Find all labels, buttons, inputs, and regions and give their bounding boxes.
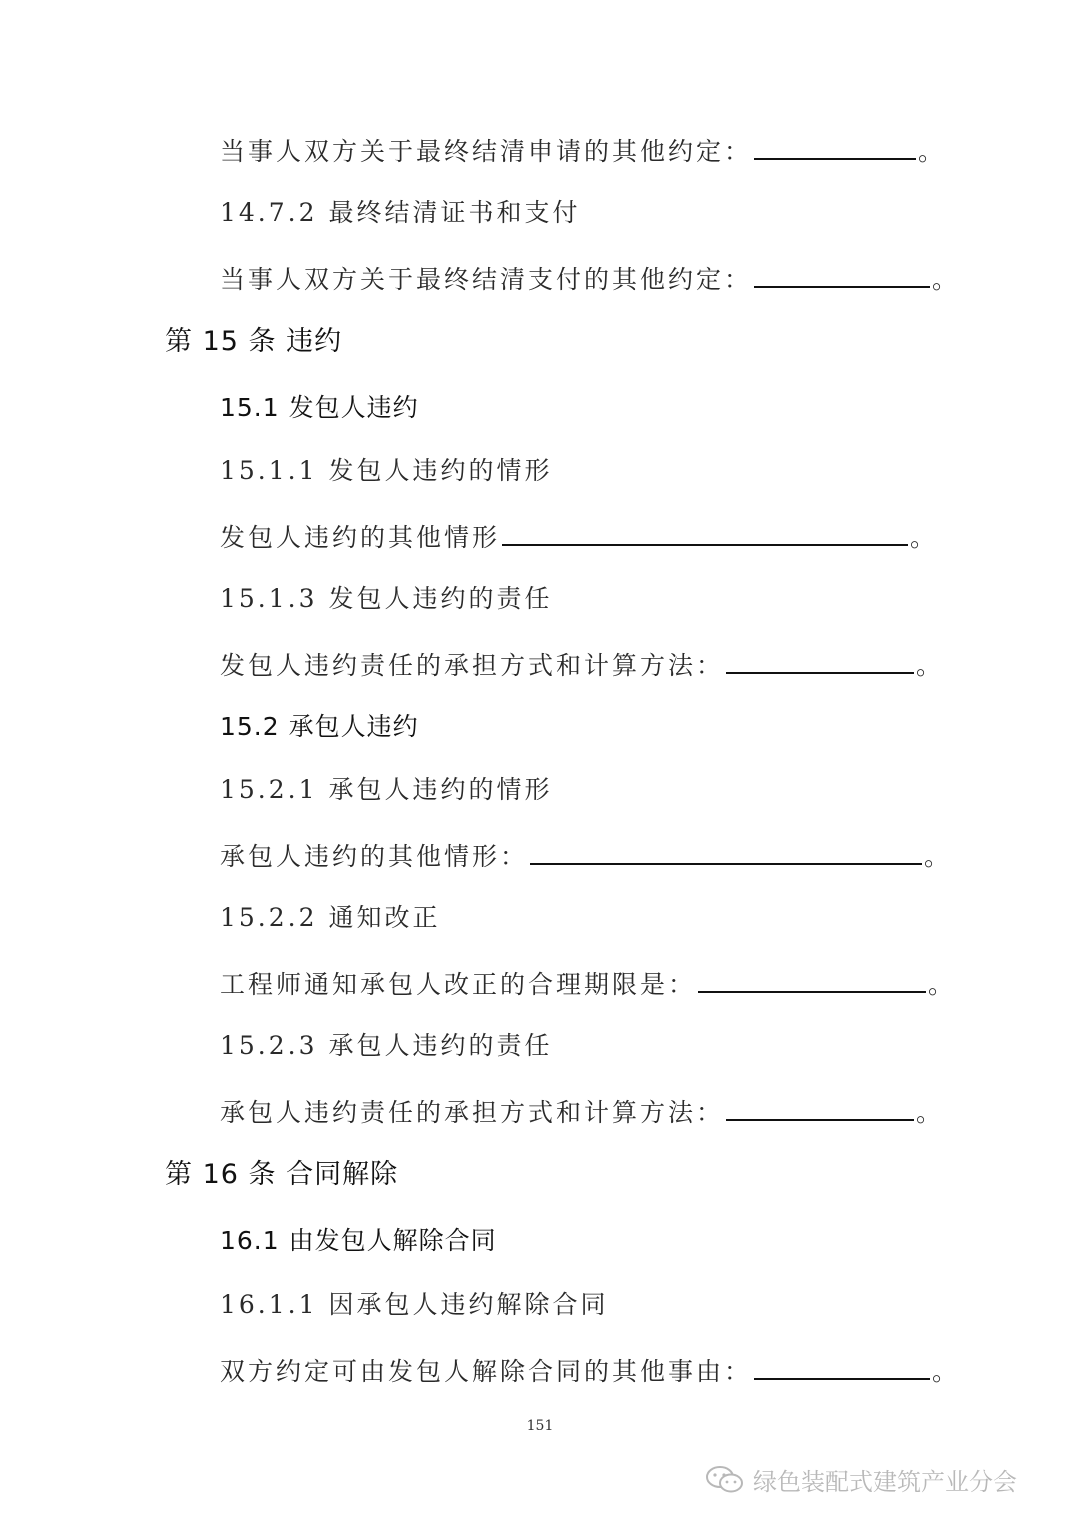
clause-15-2-2-heading: 15.2.2 通知改正 <box>220 903 441 932</box>
line-label: 当事人双方关于最终结清支付的其他约定： <box>220 265 753 294</box>
fill-blank[interactable] <box>502 522 908 546</box>
final-settlement-payment-other-terms: 当事人双方关于最终结清支付的其他约定： 。 <box>220 265 961 294</box>
fill-blank[interactable] <box>754 1356 930 1380</box>
page-number: 151 <box>526 1418 554 1434</box>
fill-blank[interactable] <box>754 136 916 160</box>
clause-15-2-1-heading: 15.2.1 承包人违约的情形 <box>220 775 553 804</box>
article-16-heading: 第 16 条 合同解除 <box>165 1159 399 1190</box>
fill-blank[interactable] <box>698 969 926 993</box>
final-settlement-application-other-terms: 当事人双方关于最终结清申请的其他约定： 。 <box>220 137 947 166</box>
fill-blank[interactable] <box>726 1097 914 1121</box>
line-label: 发包人违约的其他情形 <box>220 523 501 552</box>
fill-blank[interactable] <box>530 841 922 865</box>
section-15-2-heading: 15.2 承包人违约 <box>220 712 419 741</box>
clause-14-7-2-heading: 14.7.2 最终结清证书和支付 <box>220 198 581 227</box>
fill-blank[interactable] <box>754 264 930 288</box>
article-15-heading: 第 15 条 违约 <box>165 326 343 357</box>
contractor-breach-other-circumstances: 承包人违约的其他情形： 。 <box>220 842 953 871</box>
contractor-breach-liability-method: 承包人违约责任的承担方式和计算方法： 。 <box>220 1098 945 1127</box>
line-label: 工程师通知承包人改正的合理期限是： <box>220 970 697 999</box>
section-15-1-heading: 15.1 发包人违约 <box>220 393 419 422</box>
clause-15-1-3-heading: 15.1.3 发包人违约的责任 <box>220 584 553 613</box>
line-label: 发包人违约责任的承担方式和计算方法： <box>220 651 725 680</box>
section-16-1-heading: 16.1 由发包人解除合同 <box>220 1226 497 1255</box>
employer-termination-other-reasons: 双方约定可由发包人解除合同的其他事由： 。 <box>220 1357 961 1386</box>
clause-15-2-3-heading: 15.2.3 承包人违约的责任 <box>220 1031 553 1060</box>
line-label: 承包人违约的其他情形： <box>220 842 529 871</box>
fill-blank[interactable] <box>726 650 914 674</box>
engineer-notice-reasonable-period: 工程师通知承包人改正的合理期限是： 。 <box>220 970 957 999</box>
clause-15-1-1-heading: 15.1.1 发包人违约的情形 <box>220 456 553 485</box>
watermark-text: 绿色装配式建筑产业分会 <box>753 1468 1017 1496</box>
line-label: 双方约定可由发包人解除合同的其他事由： <box>220 1357 753 1386</box>
watermark <box>705 1462 1017 1497</box>
employer-breach-liability-method: 发包人违约责任的承担方式和计算方法： 。 <box>220 651 945 680</box>
clause-16-1-1-heading: 16.1.1 因承包人违约解除合同 <box>220 1290 609 1319</box>
line-label: 当事人双方关于最终结清申请的其他约定： <box>220 137 753 166</box>
wechat-icon <box>705 1465 745 1495</box>
employer-breach-other-circumstances: 发包人违约的其他情形 。 <box>220 523 939 552</box>
line-label: 承包人违约责任的承担方式和计算方法： <box>220 1098 725 1127</box>
